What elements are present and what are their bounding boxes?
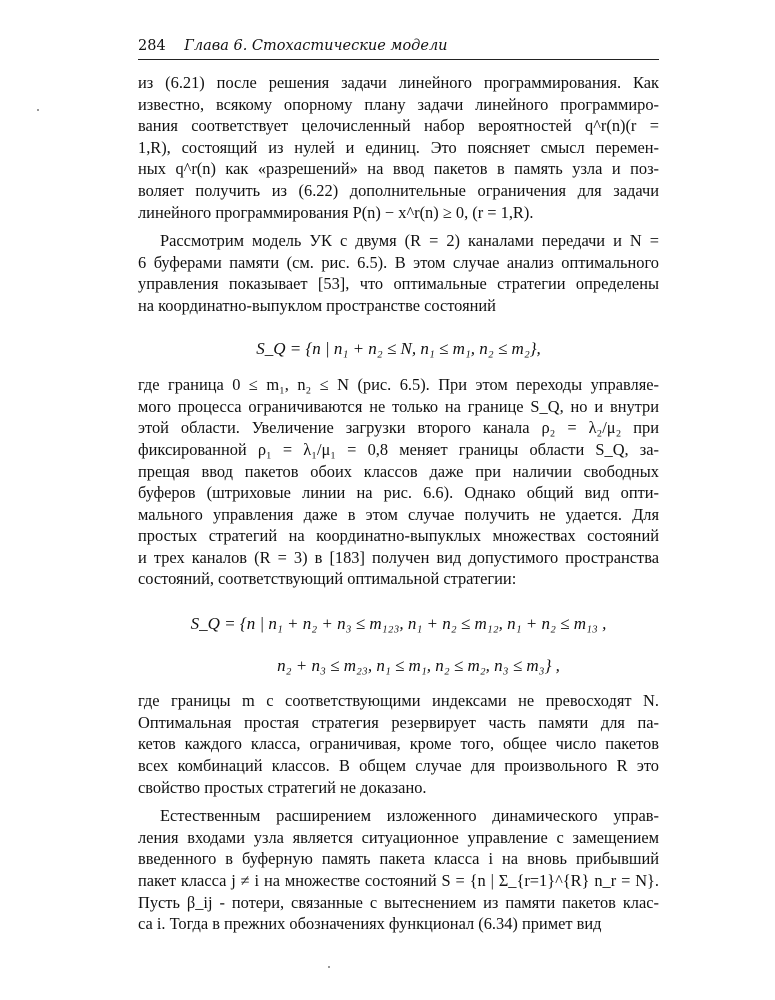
formula-state-space-2: S_Q = {n | n₁ + n₂ ≤ N, n₁ ≤ m₁, n₂ ≤ m₂}, xyxy=(256,338,541,358)
text-line: из (6.21) после решения задачи линейного программирования. Как xyxy=(138,73,659,92)
text-line: управления показывает [53], что оптимальные стратегии определены xyxy=(138,274,659,294)
text-line: простых стратегий на координатно-выпуклых множествах состояний xyxy=(138,526,659,546)
running-header xyxy=(138,38,658,54)
paragraph-5 xyxy=(138,805,659,935)
text-line: пакет класса j ≠ i на множестве состояний S = {n | Σ_{r=1}^{R} n_r = N}. xyxy=(138,871,659,890)
text-line: известно, всякому опорному плану задачи линейного программиро- xyxy=(138,94,659,114)
text-line: вания соответствует целочисленный набор вероятностей q^r(n)(r = xyxy=(138,116,659,136)
page-number: 284 xyxy=(138,38,166,54)
text-line: прещая ввод пакетов обоих классов даже при наличии свободных xyxy=(138,461,659,481)
text-line: линейного программирования P(n) − x^r(n) ≥ 0, (r = 1,R). xyxy=(138,202,534,222)
formula-state-space-3-part1: S_Q = {n | n₁ + n₂ + n₃ ≤ m₁₂₃, n₁ + n₂ ≤ m₁₂, n₁ + n₂ ≤ m₁₃ , xyxy=(190,614,607,634)
text-line: 1,R), состоящий из нулей и единиц. Это поясняет смысл перемен- xyxy=(138,137,659,157)
paragraph-1 xyxy=(138,72,659,223)
text-line: состояний, соответствующий оптимальной стратегии: xyxy=(138,569,517,589)
text-line: мого процесса ограничиваются не только на границе S_Q, но и внутри xyxy=(138,396,659,416)
scan-speck xyxy=(37,109,39,111)
text-line: ных q^r(n) как «разрешений» на ввод пакетов в память узла и поз- xyxy=(138,159,659,179)
paragraph-2 xyxy=(138,230,659,316)
text-line: са i. Тогда в прежних обозначениях функционал (6.34) примет вид xyxy=(138,914,602,934)
text-line: всех комбинаций классов. В общем случае для произвольного R это xyxy=(138,756,659,776)
text-line: и трех каналов (R = 3) в [183] получен вид допустимого пространства xyxy=(138,547,659,567)
scan-speck xyxy=(328,966,330,968)
text-line: кетов каждого класса, ограничивая, кроме того, общее число пакетов xyxy=(138,734,659,754)
text-line: буферов (штриховые линии на рис. 6.6). Однако общий вид опти- xyxy=(138,483,659,503)
header-rule xyxy=(138,59,659,60)
formula-state-space-3-part2: n₂ + n₃ ≤ m₂₃, n₁ ≤ m₁, n₂ ≤ m₂, n₃ ≤ m₃} , xyxy=(277,655,560,675)
text-line: свойство простых стратегий не доказано. xyxy=(138,777,427,797)
text-line: мального управления даже в этом случае получить не удается. Для xyxy=(138,504,659,524)
paragraph-4 xyxy=(138,690,659,798)
text-line: ления входами узла является ситуационное управление с замещением xyxy=(138,827,659,847)
text-line: введенного в буферную память пакета класса i на вновь прибывший xyxy=(138,849,659,869)
text-line: Пусть β_ij - потери, связанные с вытеснением из памяти пакетов клас- xyxy=(138,892,659,912)
text-line: на координатно-выпуклом пространстве состояний xyxy=(138,295,496,315)
text-line: воляет получить из (6.22) дополнительные ограничения для задачи xyxy=(138,180,659,200)
text-line: Рассмотрим модель УК с двумя (R = 2) каналами передачи и N = xyxy=(160,231,659,251)
text-line: 6 буферами памяти (см. рис. 6.5). В этом случае анализ оптимального xyxy=(138,252,659,272)
text-line: где границы m с соответствующими индексами не превосходят N. xyxy=(138,691,659,711)
text-line: фиксированной ρ₁ = λ₁/μ₁ = 0,8 меняет границы области S_Q, за- xyxy=(138,439,659,459)
paragraph-3 xyxy=(138,374,659,590)
text-line: где граница 0 ≤ m₁, n₂ ≤ N (рис. 6.5). При этом переходы управляе- xyxy=(138,375,659,395)
text-line: Оптимальная простая стратегия резервирует часть памяти для па- xyxy=(138,712,659,732)
text-line: Естественным расширением изложенного динамического управ- xyxy=(160,806,659,826)
running-title: Глава 6. Стохастические модели xyxy=(184,38,448,54)
page-body xyxy=(138,72,659,942)
text-line: этой области. Увеличение загрузки второго канала ρ₂ = λ₂/μ₂ при xyxy=(138,418,659,438)
